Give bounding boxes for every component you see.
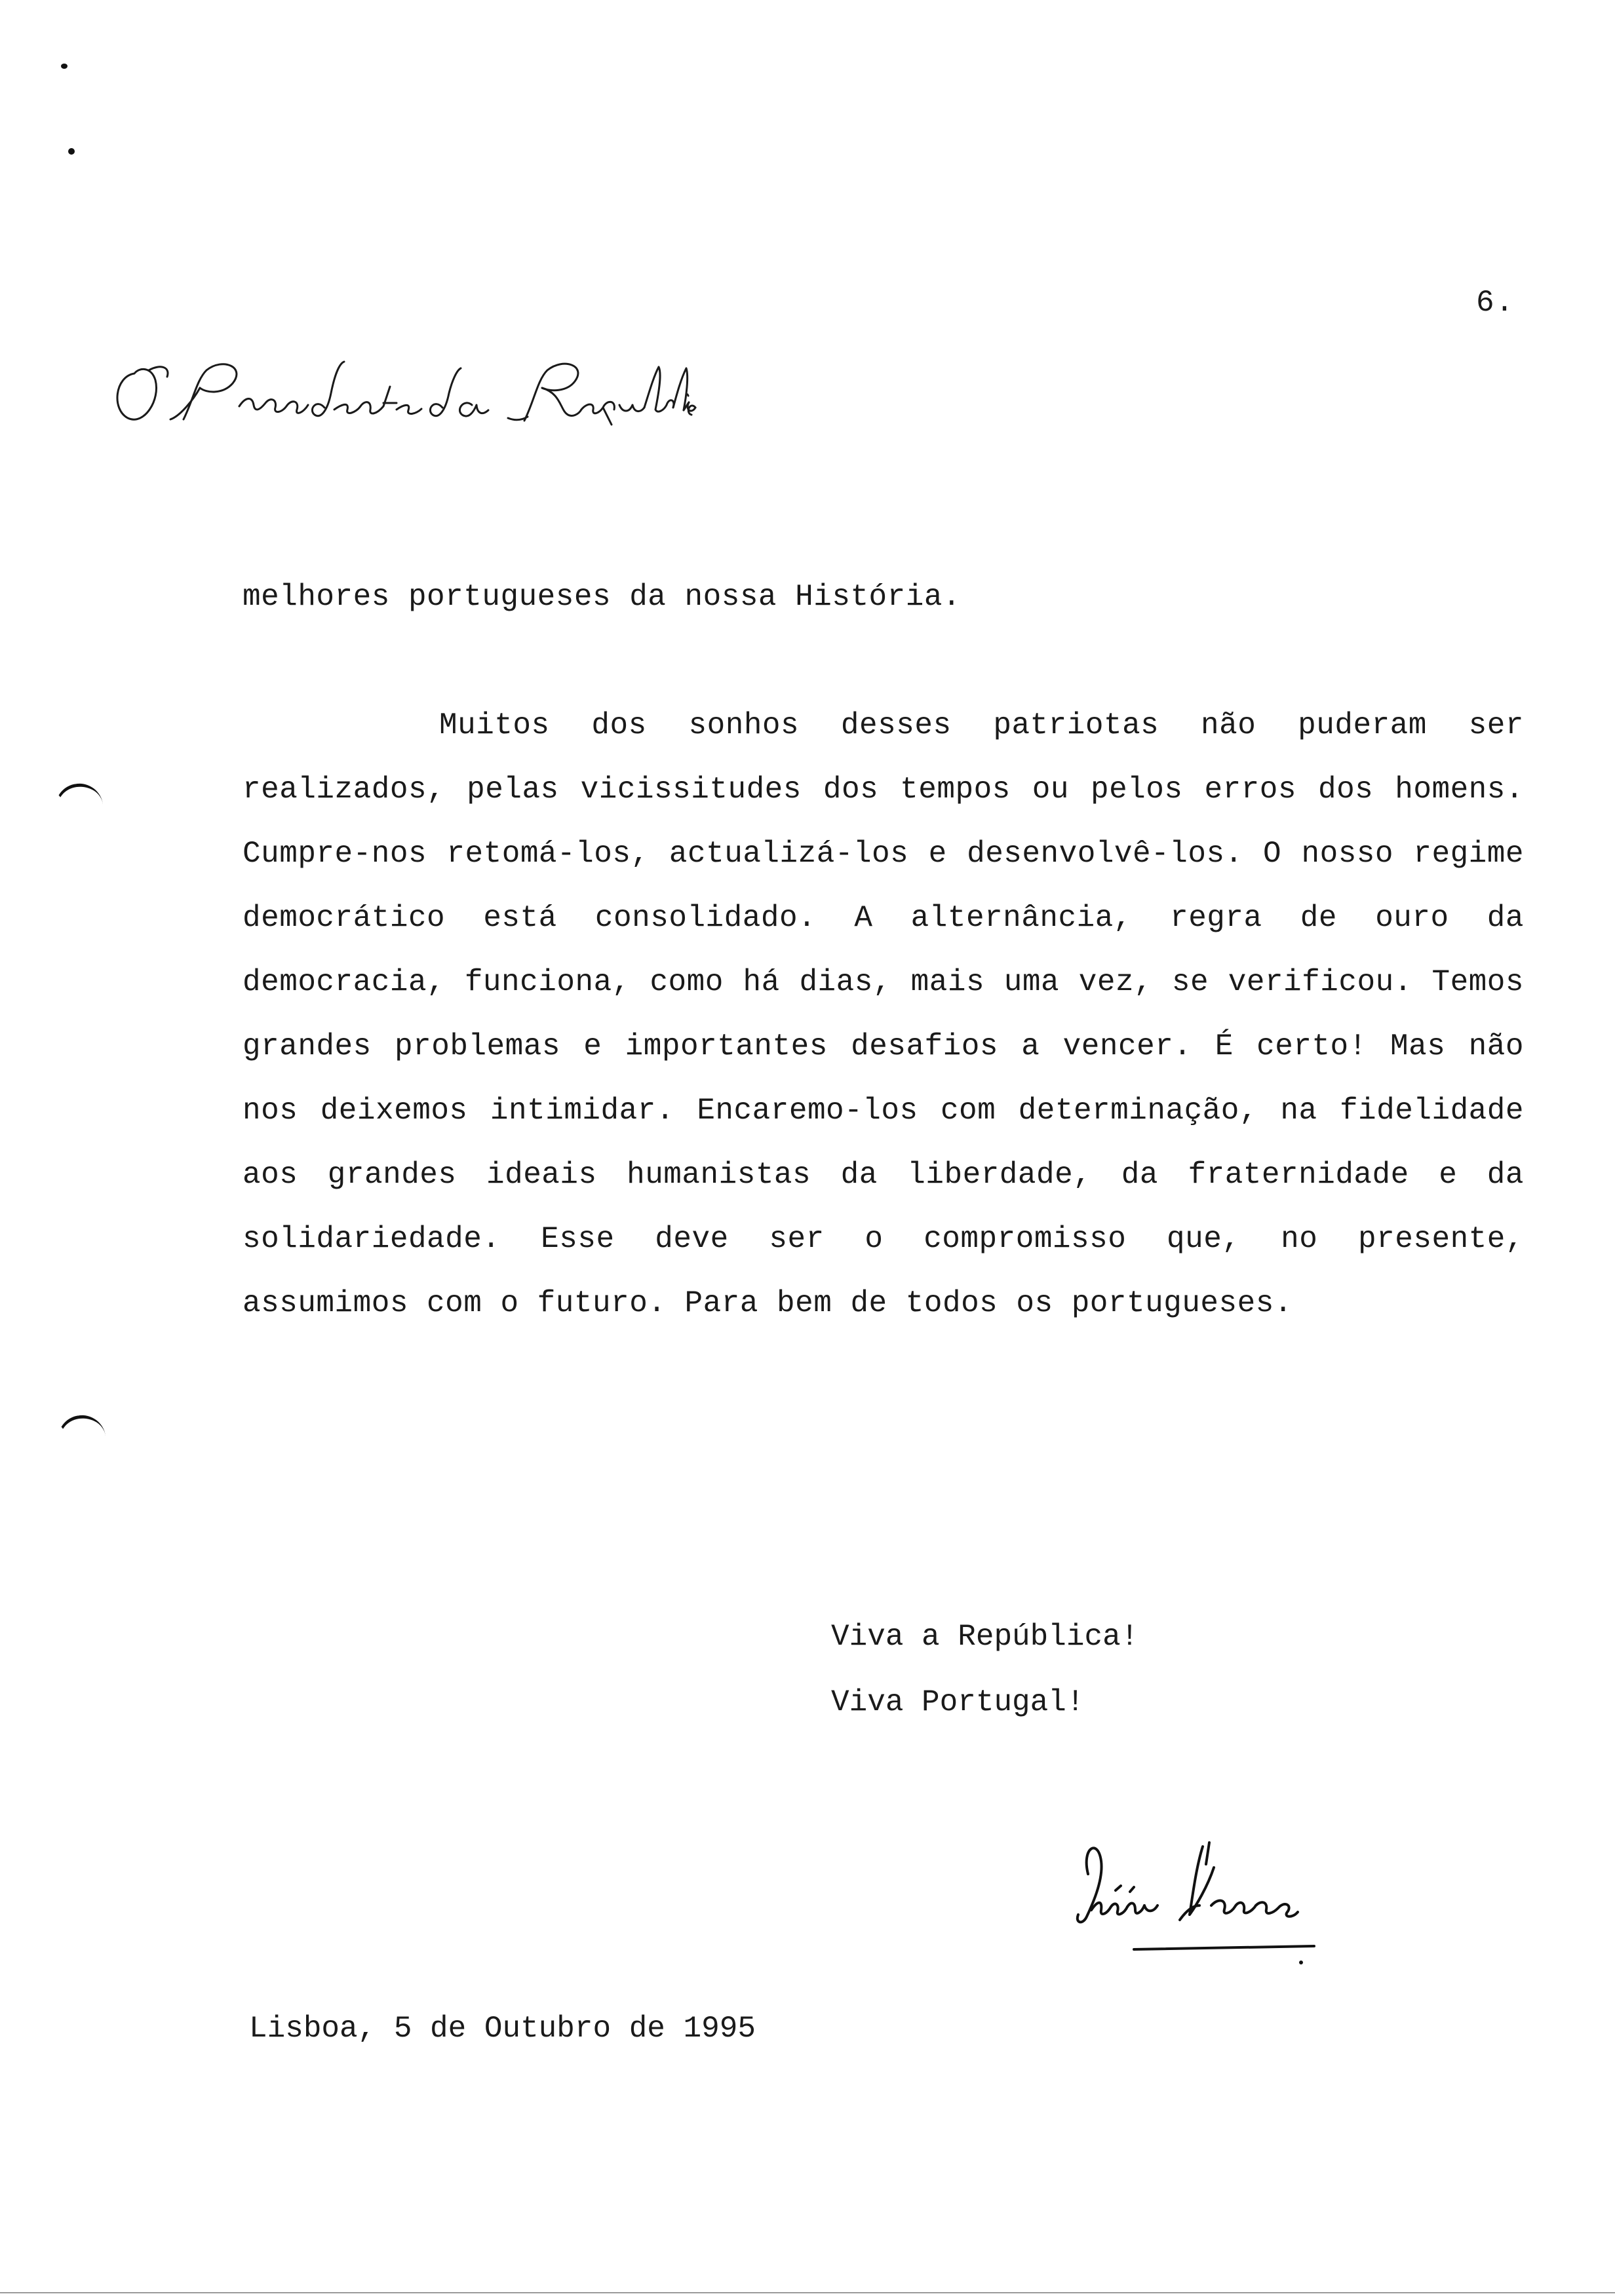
paragraph-opening-fragment: melhores portugueses da nossa História. — [243, 580, 962, 614]
paragraph-main: Muitos dos sonhos desses patriotas não puderam ser realizados, pelas vicissitudes dos tempos ou pelos erros dos homens. Cumpre-nos retomá-los, actualizá-los e desenvolvê-los. O nosso regime democrático está consolidado. A alternância, regra de ouro da democracia, funciona, como há dias, mais uma vez, se verificou. Temos grandes problemas e importantes desafios a vencer. É certo! Mas não nos deixemos intimidar. Encaremo-los com determinação, na fidelidade aos grandes ideais humanistas da liberdade, da fraternidade e da solidariedade. Esse deve ser o compromisso que, no presente, assumimos com o futuro. Para bem de todos os portugueses. — [243, 708, 1524, 1320]
page-number: 6. — [1476, 286, 1515, 320]
scan-edge-line — [0, 2292, 1615, 2293]
place-and-date: Lisboa, 5 de Outubro de 1995 — [249, 2012, 756, 2046]
closing-line-portugal: Viva Portugal! — [831, 1685, 1085, 1719]
scan-mark — [68, 148, 75, 155]
punch-hole-mark — [52, 780, 104, 813]
punch-hole-mark — [55, 1412, 106, 1444]
letterhead-logo — [108, 347, 698, 439]
closing-line-republic: Viva a República! — [831, 1620, 1139, 1654]
handwritten-signature — [1062, 1828, 1337, 1966]
scan-mark — [61, 64, 68, 69]
closing-block — [831, 1604, 1138, 1735]
